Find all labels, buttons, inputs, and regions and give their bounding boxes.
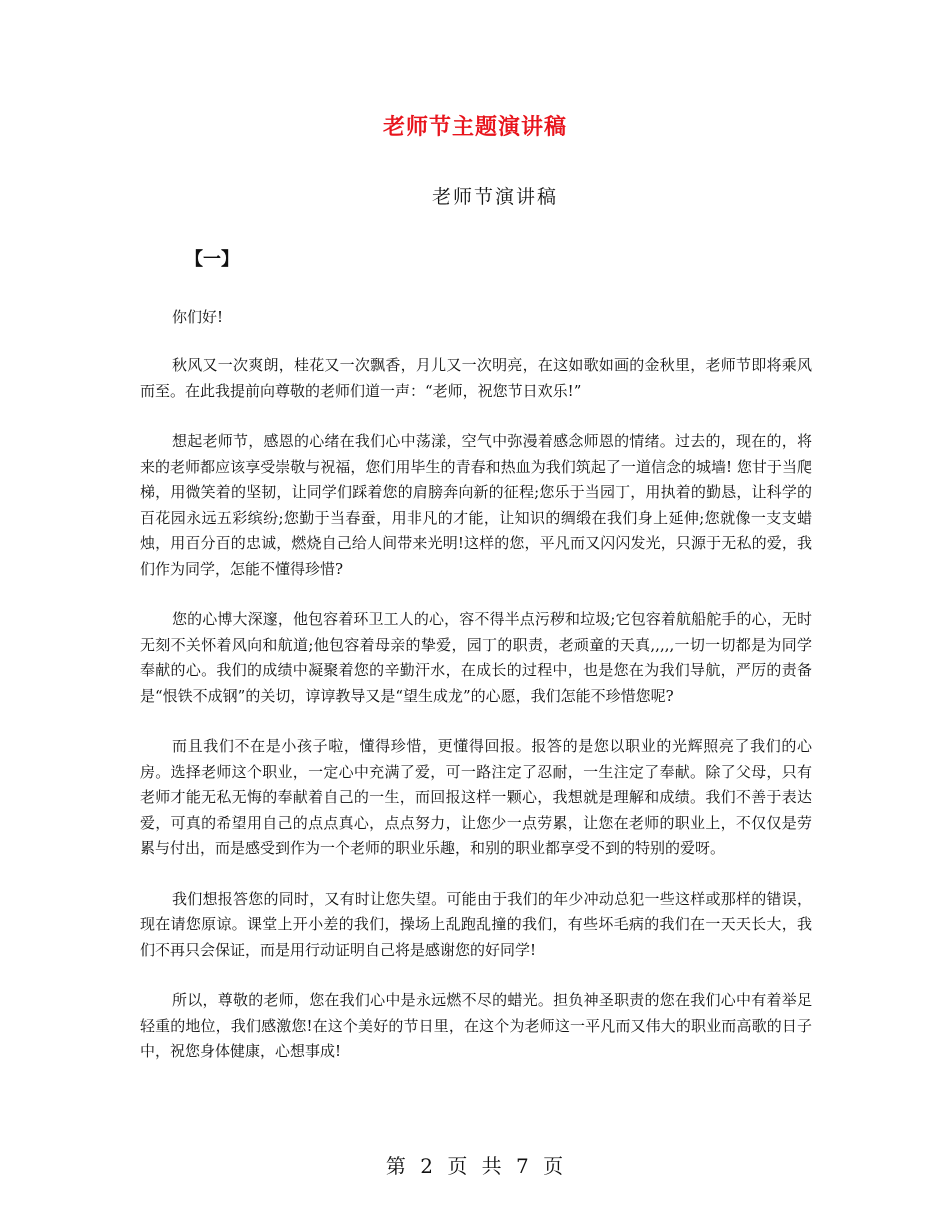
- current-page-number: 2: [420, 1154, 434, 1178]
- paragraph-3: 您的心博大深邃，他包容着环卫工人的心，容不得半点污秽和垃圾;它包容着航船舵手的心，无时无刻不关怀着风向和航道;他包容着母亲的挚爱，园丁的职责，老顽童的天真,,,,,一切一切都是为同学奉献的心。我们的成绩中凝聚着您的辛勤汗水，在成长的过程中，也是您在为我们导航，严厉的责备是“恨铁不成钢”的关切，谆谆教导又是“望生成龙”的心愿，我们怎能不珍惜您呢?: [140, 610, 812, 705]
- document-title: 老师节主题演讲稿: [382, 114, 567, 140]
- paragraph-5: 我们想报答您的同时，又有时让您失望。可能由于我们的年少冲动总犯一些这样或那样的错误，现在请您原谅。课堂上开小差的我们，操场上乱跑乱撞的我们，有些坏毛病的我们在一天天长大，我们不再只会保证，而是用行动证明自己将是感谢您的好同学!: [140, 889, 812, 959]
- greeting-text: 你们好!: [172, 308, 224, 326]
- total-pages-number: 7: [516, 1154, 530, 1178]
- paragraph-4: 而且我们不在是小孩子啦，懂得珍惜，更懂得回报。报答的是您以职业的光辉照亮了我们的心房。选择老师这个职业，一定心中充满了爱，可一路注定了忍耐，一生注定了奉献。除了父母，只有老师才能无私无悔的奉献着自己的一生，而回报这样一颗心，我想就是理解和成绩。我们不善于表达爱，可真的希望用自己的点点真心，点点努力，让您少一点劳累，让您在老师的职业上，不仅仅是劳累与付出，而是感受到作为一个老师的职业乐趣，和别的职业都享受不到的特别的爱呀。: [140, 737, 812, 857]
- page-footer: [0, 1150, 950, 1179]
- paragraph-6: 所以，尊敬的老师，您在我们心中是永远燃不尽的蜡光。担负神圣职责的您在我们心中有着举足轻重的地位，我们感激您!在这个美好的节日里，在这个为老师这一平凡而又伟大的职业而高歌的日子中，祝您身体健康，心想事成!: [140, 991, 812, 1060]
- paragraph-1: 秋风又一次爽朗，桂花又一次飘香，月儿又一次明亮，在这如歌如画的金秋里，老师节即将乘风而至。在此我提前向尊敬的老师们道一声：“老师，祝您节日欢乐!”: [140, 356, 812, 400]
- total-suffix: 页: [543, 1154, 565, 1178]
- document-subtitle: 老师节演讲稿: [431, 186, 558, 208]
- total-prefix: 共: [481, 1154, 503, 1178]
- paragraph-2: 想起老师节，感恩的心绪在我们心中荡漾，空气中弥漫着感念师恩的情绪。过去的，现在的，将来的老师都应该享受崇敬与祝福，您们用毕生的青春和热血为我们筑起了一道信念的城墙! 您甘于当爬梯，用微笑着的坚韧，让同学们踩着您的肩膀奔向新的征程;您乐于当园丁，用执着的勤恳，让科学的百花园永远五彩缤纷;您勤于当春蚕，用非凡的才能，让知识的绸缎在我们身上延伸;您就像一支支蜡烛，用百分百的忠诚，燃烧自己给人间带来光明!这样的您，平凡而又闪闪发光，只源于无私的爱，我们作为同学，怎能不懂得珍惜?: [140, 432, 812, 578]
- body-paragraphs: [140, 353, 812, 1090]
- section-label: 【一】: [185, 249, 239, 270]
- page-prefix: 第: [385, 1154, 407, 1178]
- page-word: 页: [447, 1154, 469, 1178]
- greeting-block: [140, 305, 812, 356]
